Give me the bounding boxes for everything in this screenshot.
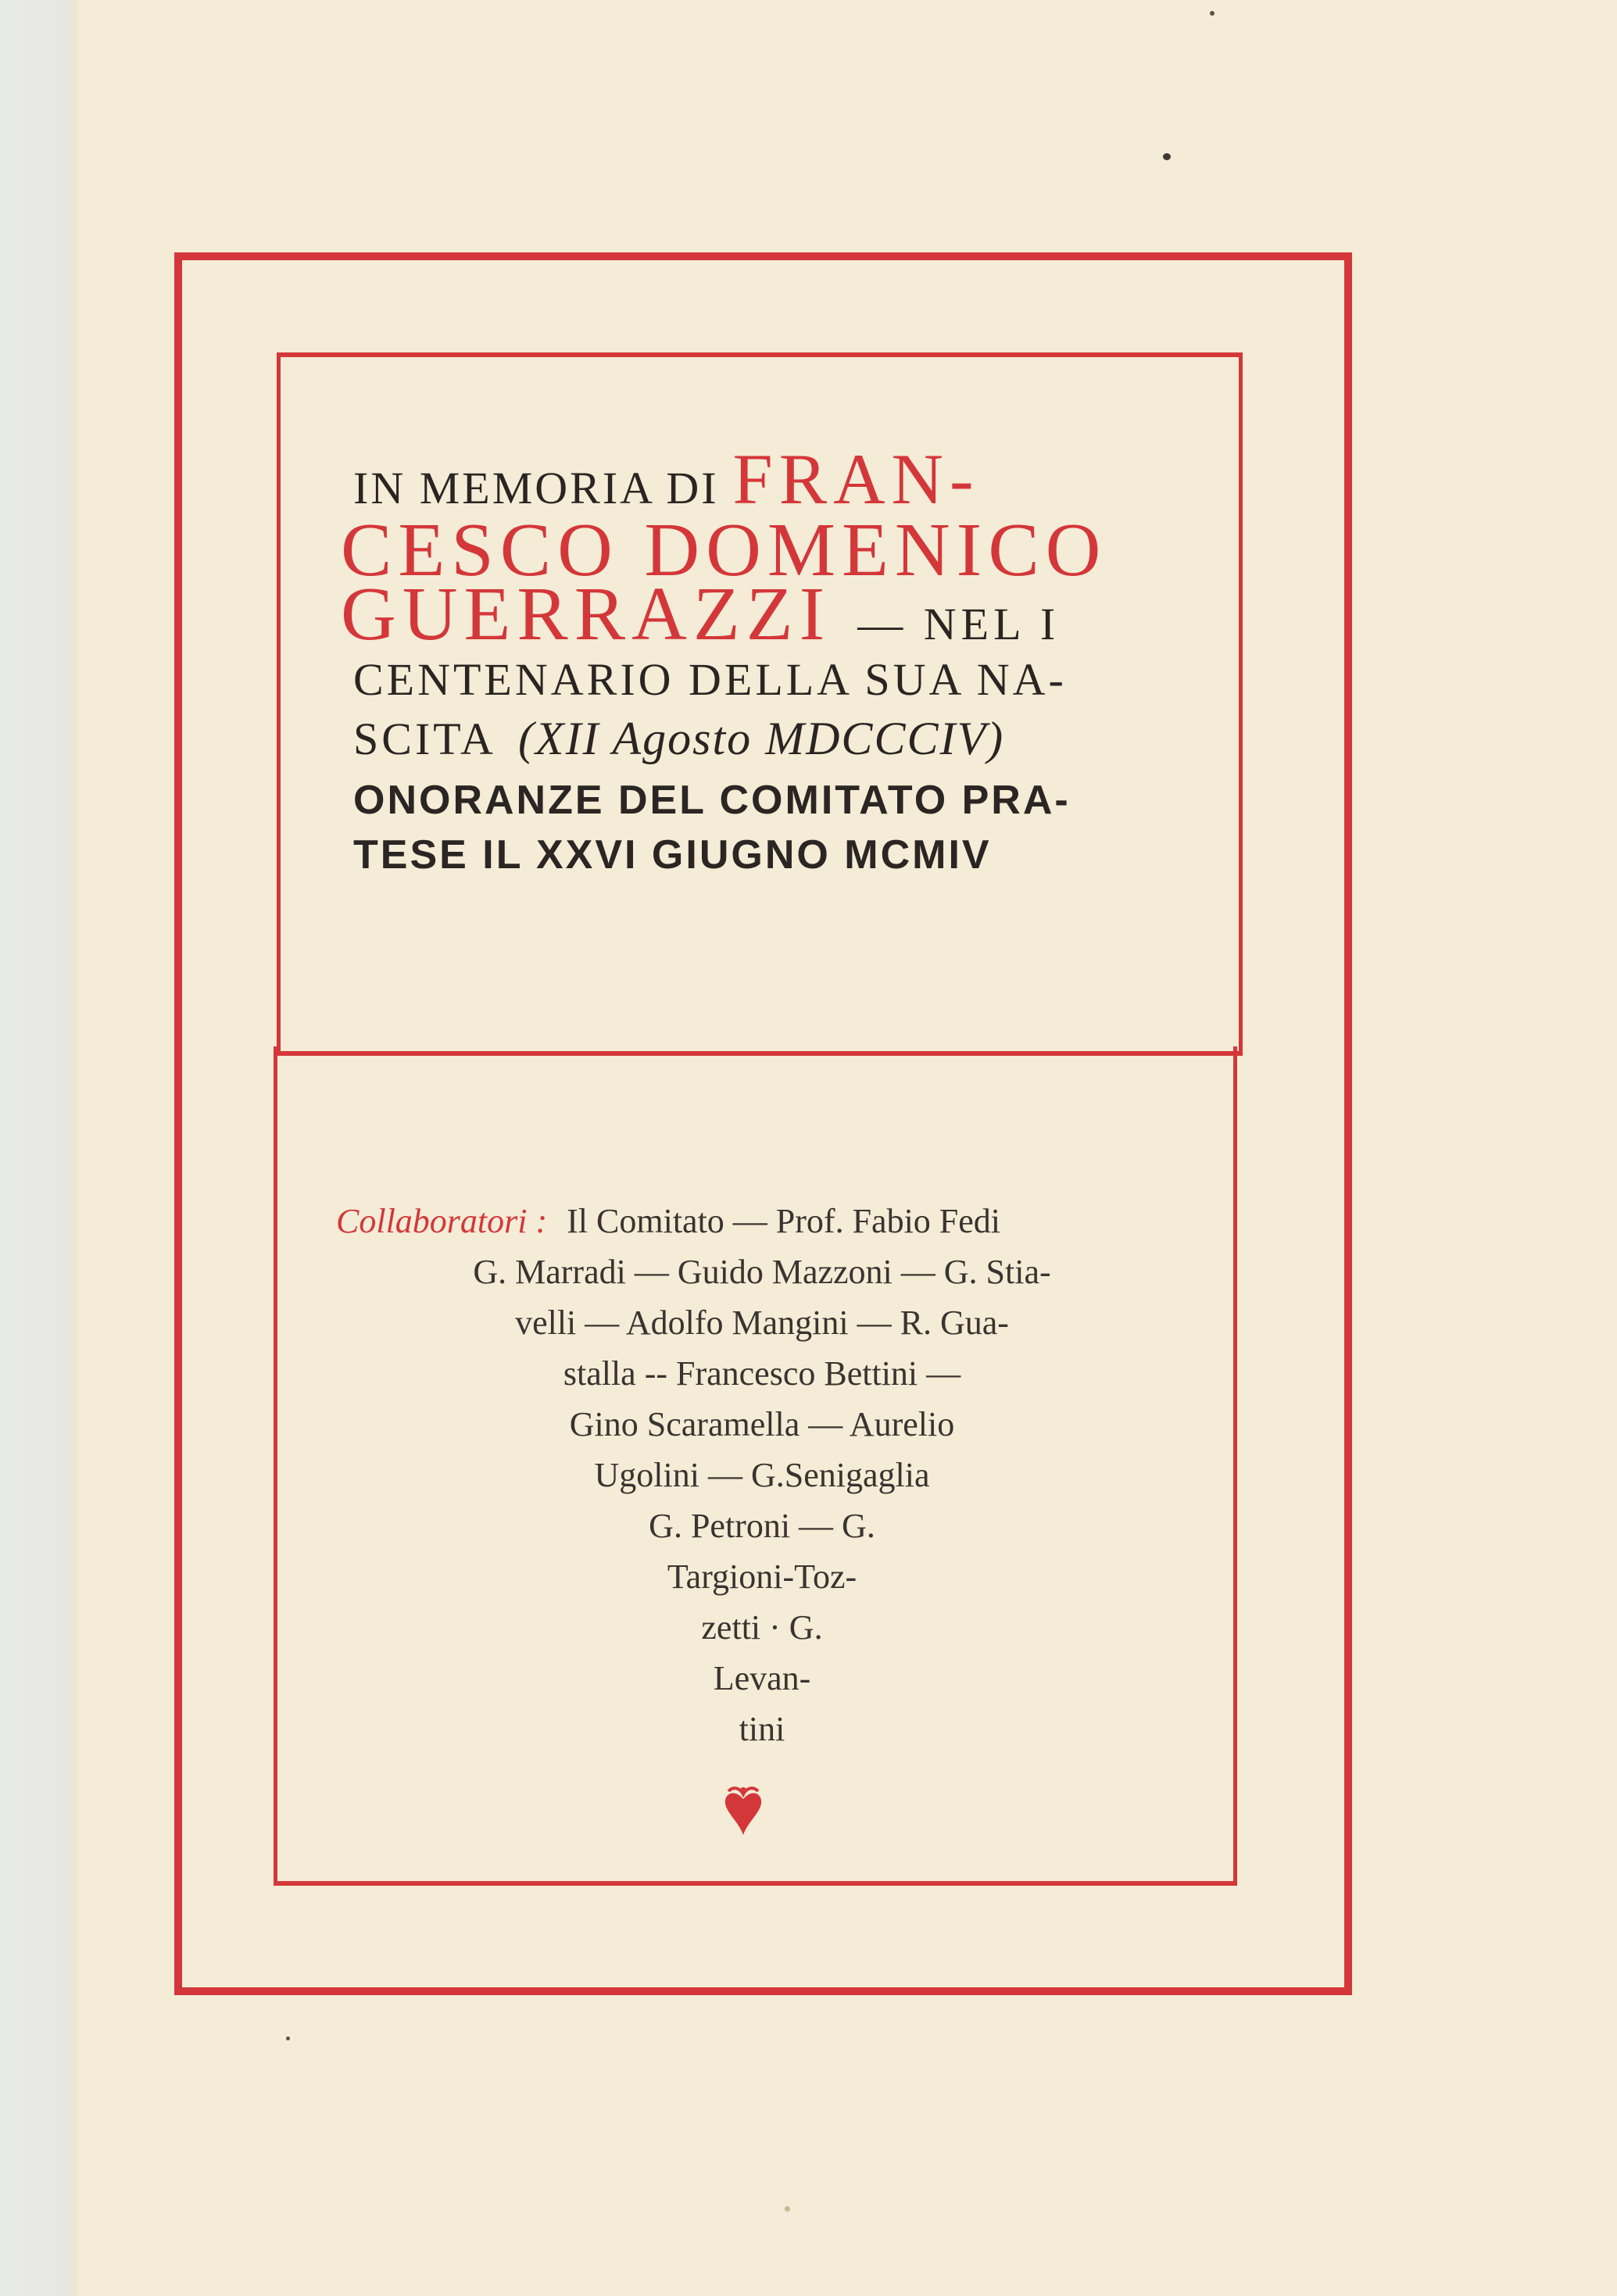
paper-speck [286, 2037, 290, 2040]
paper-speck [1210, 11, 1215, 16]
title-line-7: TESE IL XXVI GIUGNO MCMIV [353, 832, 992, 878]
collaborators-line: Gino Scaramella — Aurelio [569, 1405, 955, 1443]
title-name-part-1: FRAN- [732, 439, 980, 519]
title-line-6: ONORANZE DEL COMITATO PRA- [353, 778, 1071, 823]
title-birth-date: (XII Agosto MDCCCIV) [517, 713, 1005, 764]
collaborators-line-1 [336, 1196, 1188, 1246]
title-surname: GUERRAZZI [341, 572, 832, 656]
paper-speck [1163, 153, 1171, 160]
paper-speck [785, 2206, 790, 2212]
title-line-3 [341, 570, 1189, 658]
collaborators-line: velli — Adolfo Mangini — R. Gua- [515, 1304, 1009, 1342]
collaborators-text: Il Comitato — Prof. Fabio Fedi [567, 1202, 1001, 1240]
collaborators-line: zetti · G. [701, 1608, 823, 1647]
title-line-5 [353, 712, 1189, 766]
collaborators-line: tini [739, 1710, 785, 1748]
collaborators-line: Ugolini — G.Senigaglia [594, 1456, 930, 1494]
collaborators-line: Levan- [713, 1659, 811, 1697]
collaborators-block [336, 1196, 1188, 1754]
title-nascita: SCITA [353, 713, 496, 764]
collaborators-label: Collaboratori : [336, 1202, 548, 1240]
heart-fleuron-icon [717, 1783, 769, 1838]
title-name-part-2: CESCO DOMENICO [341, 508, 1107, 592]
title-prefix: IN MEMORIA DI [353, 463, 719, 513]
page-binding-edge [0, 0, 78, 2296]
collaborators-line: stalla -- Francesco Bettini — [563, 1354, 961, 1393]
title-centenary-start: — NEL I [857, 599, 1061, 649]
title-block [341, 438, 1189, 878]
collaborators-line: G. Marradi — Guido Mazzoni — G. Stia- [473, 1253, 1051, 1291]
collaborators-line: G. Petroni — G. [649, 1507, 875, 1545]
collaborators-line: Targioni-Toz- [667, 1557, 857, 1596]
title-line-4: CENTENARIO DELLA SUA NA- [353, 654, 1067, 705]
